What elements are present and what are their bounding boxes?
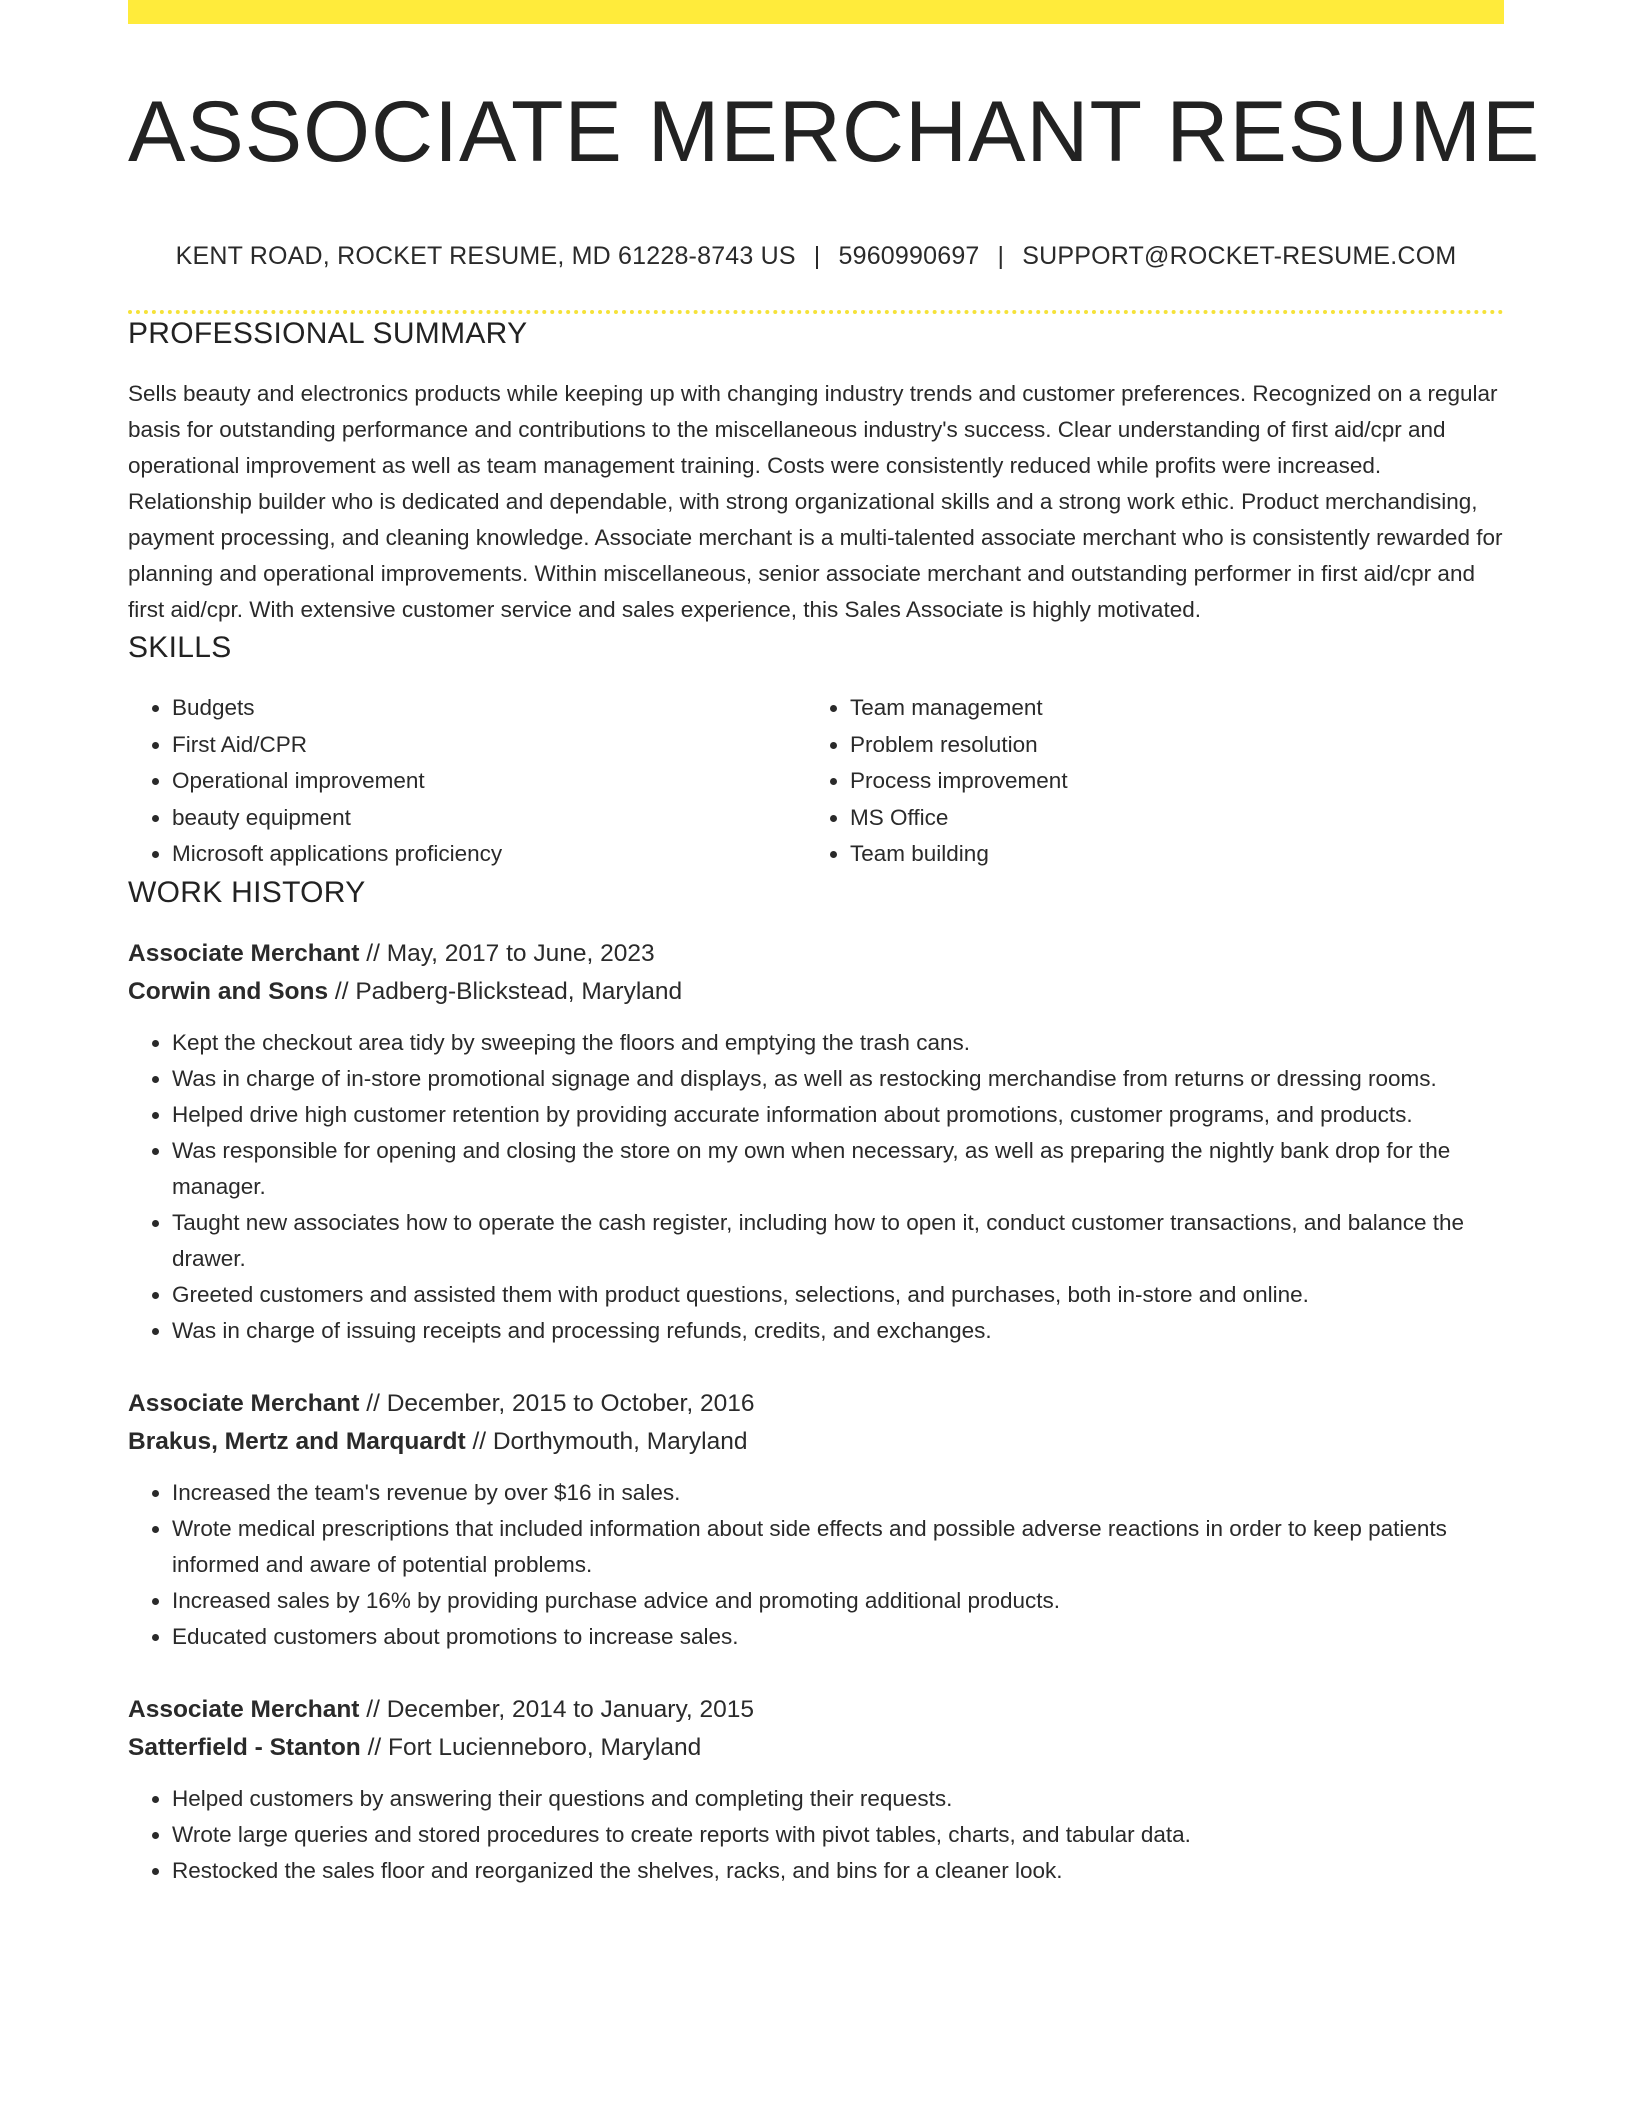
job-bullet: • Wrote large queries and stored procedures to create reports with pivot tables, charts, and tabular data. <box>172 1817 1504 1853</box>
job-dates: // December, 2015 to October, 2016 <box>366 1389 755 1417</box>
resume-page <box>128 0 1541 1889</box>
job-bullet: • Was responsible for opening and closing the store on my own when necessary, as well as preparing the nightly bank drop for the manager. <box>172 1133 1504 1205</box>
contact-address: KENT ROAD, ROCKET RESUME, MD 61228-8743 US <box>175 242 796 270</box>
accent-bar <box>128 0 1504 24</box>
job-dates: // May, 2017 to June, 2023 <box>366 939 655 967</box>
job-dates: // December, 2014 to January, 2015 <box>366 1695 755 1723</box>
job-bullet: • Educated customers about promotions to increase sales. <box>172 1619 1504 1655</box>
summary-heading: PROFESSIONAL SUMMARY <box>128 317 528 350</box>
job-bullet: • Increased the team's revenue by over $16 in sales. <box>172 1475 1504 1511</box>
job-title: Associate Merchant <box>128 939 360 967</box>
job-title: Associate Merchant <box>128 1389 360 1417</box>
contact-separator: | <box>997 242 1005 270</box>
job-bullet: • Was in charge of in-store promotional signage and displays, as well as restocking merchandise from returns or dressing rooms. <box>172 1061 1504 1097</box>
job-entry <box>128 1691 1504 1889</box>
contact-email: SUPPORT@ROCKET-RESUME.COM <box>1022 242 1457 270</box>
contact-phone: 5960990697 <box>838 242 980 270</box>
skill-item: • Budgets <box>172 690 806 727</box>
skill-item: • MS Office <box>850 800 1484 837</box>
job-bullets <box>128 1475 1504 1655</box>
skills-list <box>128 690 1504 873</box>
job-company-line <box>128 1423 1504 1461</box>
job-entry <box>128 935 1504 1349</box>
job-company-line <box>128 1729 1504 1767</box>
job-bullets <box>128 1781 1504 1889</box>
skill-item: • Operational improvement <box>172 763 806 800</box>
job-location: // Fort Lucienneboro, Maryland <box>367 1733 702 1761</box>
job-bullet: • Taught new associates how to operate the cash register, including how to open it, conduct customer transactions, and balance the drawer. <box>172 1205 1504 1277</box>
skill-item: • Process improvement <box>850 763 1484 800</box>
skill-item: • Team management <box>850 690 1484 727</box>
skills-column-right <box>806 690 1484 873</box>
job-title: Associate Merchant <box>128 1695 360 1723</box>
job-title-line <box>128 935 1504 973</box>
job-bullet: • Helped drive high customer retention by providing accurate information about promotions, customer programs, and products. <box>172 1097 1504 1133</box>
summary-text: Sells beauty and electronics products while keeping up with changing industry trends and customer preferences. Recognized on a regular basis for outstanding performance and contributions to the miscellaneous industry's success. Clear understanding of first aid/cpr and operational improvement as well as team management training. Costs were consistently reduced while profits were increased. Relationship builder who is dedicated and dependable, with strong organizational skills and a strong work ethic. Product merchandising, payment processing, and cleaning knowledge. Associate merchant is a multi-talented associate merchant who is consistently rewarded for planning and operational improvements. Within miscellaneous, senior associate merchant and outstanding performer in first aid/cpr and first aid/cpr. With extensive customer service and sales experience, this Sales Associate is highly motivated. <box>128 381 1503 622</box>
skill-item: • Problem resolution <box>850 727 1484 764</box>
job-bullet: • Wrote medical prescriptions that included information about side effects and possible adverse reactions in order to keep patients informed and aware of potential problems. <box>172 1511 1504 1583</box>
job-bullet: • Increased sales by 16% by providing purchase advice and promoting additional products. <box>172 1583 1504 1619</box>
skill-item: • First Aid/CPR <box>172 727 806 764</box>
contact-line <box>128 240 1504 272</box>
job-title-line <box>128 1691 1504 1729</box>
skill-item: • Team building <box>850 836 1484 873</box>
skills-heading: SKILLS <box>128 631 232 664</box>
job-company-line <box>128 973 1504 1011</box>
job-company: Brakus, Mertz and Marquardt <box>128 1427 466 1455</box>
job-bullet: • Restocked the sales floor and reorganized the shelves, racks, and bins for a cleaner look. <box>172 1853 1504 1889</box>
job-title-line <box>128 1385 1504 1423</box>
skill-item: • beauty equipment <box>172 800 806 837</box>
job-bullet: • Kept the checkout area tidy by sweeping the floors and emptying the trash cans. <box>172 1025 1504 1061</box>
skills-column-left <box>128 690 806 873</box>
job-company: Corwin and Sons <box>128 977 329 1005</box>
job-company: Satterfield - Stanton <box>128 1733 361 1761</box>
job-bullets <box>128 1025 1504 1349</box>
job-entry <box>128 1385 1504 1655</box>
skill-item: • Microsoft applications proficiency <box>172 836 806 873</box>
work-heading: WORK HISTORY <box>128 875 366 909</box>
job-bullet: • Was in charge of issuing receipts and processing refunds, credits, and exchanges. <box>172 1313 1504 1349</box>
job-location: // Padberg-Blickstead, Maryland <box>334 977 683 1005</box>
contact-separator: | <box>813 242 821 270</box>
job-location: // Dorthymouth, Maryland <box>472 1427 748 1455</box>
page-title: ASSOCIATE MERCHANT RESUME <box>128 84 1541 180</box>
job-bullet: • Helped customers by answering their questions and completing their requests. <box>172 1781 1504 1817</box>
job-bullet: • Greeted customers and assisted them with product questions, selections, and purchases, both in-store and online. <box>172 1277 1504 1313</box>
